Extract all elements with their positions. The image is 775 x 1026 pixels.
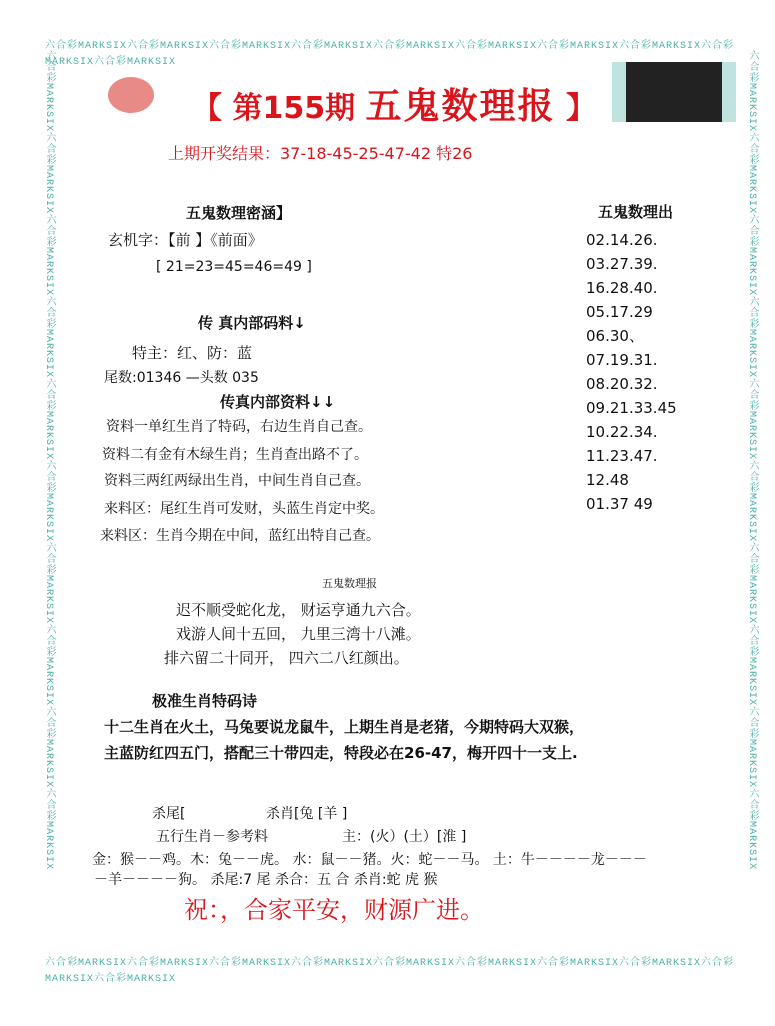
qr-right-strip xyxy=(722,62,736,122)
fax-tail-head: 尾数:01346 —头数 035 xyxy=(104,370,259,386)
xuanji-text: 玄机字：【前 】《前面》 xyxy=(108,231,263,249)
qr-left-strip xyxy=(612,62,626,122)
title-bracket-open: 【 xyxy=(192,91,222,126)
numbers-heading: 五鬼数理出 xyxy=(598,203,674,221)
poem-line: 迟不顺受蛇化龙， 财运亨通九六合。 xyxy=(176,601,421,619)
fax-info-row: 来料区：生肖今期在中间，蓝红出特自己查。 xyxy=(100,528,380,544)
qr-code xyxy=(626,62,722,122)
zodiac-poem-title: 极准生肖特码诗 xyxy=(152,692,258,710)
number-row: 02.14.26. xyxy=(586,231,658,249)
meaning-heading: 五鬼数理密涵】 xyxy=(186,204,292,222)
fax-info-row: 资料一单红生肖了特码，右边生肖自己查。 xyxy=(106,419,372,435)
formula-text: [ 21=23=45=46=49 ] xyxy=(156,259,312,275)
blessing-text: 祝：，合家平安，财源广进。 xyxy=(184,896,484,924)
fax-info-heading: 传真内部资料↓↓ xyxy=(220,393,336,411)
logo-image xyxy=(108,77,154,113)
fax-info-row: 资料二有金有木绿生肖；生肖查出路不了。 xyxy=(102,447,368,463)
number-row: 12.48 xyxy=(586,471,629,489)
watermark-border-left: 六合彩MARKSIX六合彩MARKSIX六合彩MARKSIX六合彩MARKSIX六合彩MARKSIX六合彩MARKSIX六合彩MARKSIX六合彩MARKSIX六合彩MARKSIX六合彩MARKSIX xyxy=(43,50,54,871)
fax-code-heading: 传 真内部码料↓ xyxy=(198,314,306,332)
number-row: 03.27.39. xyxy=(586,255,658,273)
last-result: 上期开奖结果：37-18-45-25-47-42 特26 xyxy=(168,144,473,163)
kill-tail: 杀尾[ xyxy=(152,806,186,822)
zodiac-poem-line: 十二生肖在火土，马兔要说龙鼠牛，上期生肖是老猪，今期特码大双猴， xyxy=(104,718,585,736)
number-row: 01.37 49 xyxy=(586,495,653,513)
watermark-border-right: 六合彩MARKSIX六合彩MARKSIX六合彩MARKSIX六合彩MARKSIX六合彩MARKSIX六合彩MARKSIX六合彩MARKSIX六合彩MARKSIX六合彩MARKSIX六合彩MARKSIX xyxy=(746,50,757,871)
five-elements-line: －羊－－－－狗。 杀尾:7 尾 杀合：五 合 杀肖:蛇 虎 猴 xyxy=(94,872,438,888)
kill-zodiac: 杀肖[兔 [羊 ] xyxy=(266,806,348,822)
page-title xyxy=(192,78,596,129)
number-row: 05.17.29 xyxy=(586,303,653,321)
number-row: 16.28.40. xyxy=(586,279,658,297)
poem-line: 戏游人间十五回， 九里三湾十八滩。 xyxy=(176,625,421,643)
poem-line: 排六留二十同开， 四六二八红颜出。 xyxy=(164,649,409,667)
title-bracket-close: 】 xyxy=(566,91,596,126)
poem-title: 五鬼数理报 xyxy=(322,577,377,590)
number-row: 11.23.47. xyxy=(586,447,658,465)
number-row: 10.22.34. xyxy=(586,423,658,441)
watermark-border-bottom: 六合彩MARKSIX六合彩MARKSIX六合彩MARKSIX六合彩MARKSIX六合彩MARKSIX六合彩MARKSIX六合彩MARKSIX六合彩MARKSIX六合彩MARKSIX六合彩MARKSIX xyxy=(45,958,735,985)
issue-number: 第155期 xyxy=(232,91,356,126)
numbers-list xyxy=(586,228,677,516)
watermark-border-top: 六合彩MARKSIX六合彩MARKSIX六合彩MARKSIX六合彩MARKSIX六合彩MARKSIX六合彩MARKSIX六合彩MARKSIX六合彩MARKSIX六合彩MARKSIX六合彩MARKSIX xyxy=(45,41,735,68)
number-row: 09.21.33.45 xyxy=(586,399,677,417)
paper-name: 五鬼数理报 xyxy=(365,85,556,127)
number-row: 06.30、 xyxy=(586,327,644,345)
fax-info-row: 资料三两红两绿出生肖，中间生肖自己查。 xyxy=(104,473,370,489)
number-row: 07.19.31. xyxy=(586,351,658,369)
fax-main-color: 特主：红、防：蓝 xyxy=(132,344,253,362)
number-row: 08.20.32. xyxy=(586,375,658,393)
five-elements-line: 金：猴－－鸡。木：兔－－虎。 水：鼠－－猪。火：蛇－－马。 土：牛－－－－龙－－－ xyxy=(92,852,647,868)
zodiac-poem-line: 主蓝防红四五门，搭配三十带四走，特段必在26-47，梅开四十一支上. xyxy=(104,744,578,762)
five-elements-main: 主：(火）(土）[淮 ] xyxy=(342,829,467,845)
fax-info-row: 来料区：尾红生肖可发财，头蓝生肖定中奖。 xyxy=(104,501,384,517)
five-elements-title: 五行生肖－参考料 xyxy=(156,829,268,845)
